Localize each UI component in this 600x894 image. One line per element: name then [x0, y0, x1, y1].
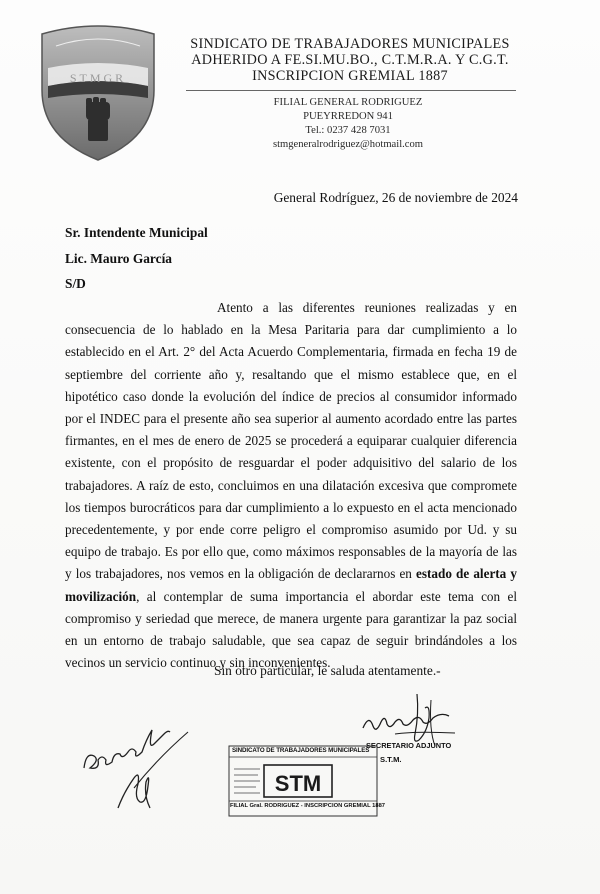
letterhead-divider: [186, 90, 516, 91]
union-name-line-3: INSCRIPCION GREMIAL 1887: [252, 68, 448, 84]
stamp-center-text: STM: [274, 771, 322, 796]
recipient-name: Lic. Mauro García: [65, 251, 172, 266]
body-text-part-1: Atento a las diferentes reuniones realizadas y en consecuencia de lo hablado en la Mesa Paritaria para dar cumplimiento a lo establecido en el Art. 2° del Acta Acuerdo Complementaria, firmada en fecha 19 de septiembre del corriente año y, resaltando que el mismo establece que, en el hipotético caso donde la evolución del índice de precios al consumidor informado por el INDEC para el presente año sea superior al aumento acordado entre las partes firmantes, en el mes de enero de 2025 se procederá a equiparar cualquier diferencia existente, con el propósito de resguardar el poder adquisitivo del salario de los trabajadores. A raíz de esto, concluimos en una dilatación excesiva que compromete los tiempos burocráticos para dar cumplimiento a lo expuesto en el acta mencionado precedentemente, y por ende corre peligro el compromiso asumido por Ud. y su equipo de trabajo. Es por ello que, como máximos responsables de la mayoría de las y los trabajadores, nos vemos en la obligación de declararnos en: [65, 300, 517, 582]
body-text-part-2: , al contemplar de suma importancia el abordar este tema con el compromiso y seriedad que merece, de manera urgente para garantizar la paz social en un entorno de trabajo saludable, que sea capaz de seguir brindándoles a los vecinos un servicio continuo y sin inconvenientes.: [65, 588, 517, 671]
union-name-line-2: ADHERIDO A FE.SI.MU.BO., C.T.M.R.A. Y C.G.T.: [191, 52, 509, 68]
signature-received: [78, 708, 196, 818]
signature-role: SECRETARIO ADJUNTO: [366, 741, 452, 750]
branch-email: stmgeneralrodriguez@hotmail.com: [272, 139, 424, 150]
stamp-top-text: SINDICATO DE TRABAJADORES MUNICIPALES: [232, 747, 370, 754]
branch-address: PUEYRREDON 941: [303, 111, 393, 122]
letter-closing: Sin otro particular, le saluda atentamente.-: [214, 663, 441, 678]
stamp-right-text: S.T.M.: [380, 755, 402, 764]
fist-icon: [86, 97, 110, 141]
letter-body: [65, 297, 517, 674]
branch-phone: Tel.: 0237 428 7031: [305, 125, 391, 136]
union-name-line-1: SINDICATO DE TRABAJADORES MUNICIPALES: [190, 36, 510, 52]
union-logo: [36, 20, 160, 162]
branch-info: [250, 96, 446, 152]
recipient-sd: S/D: [65, 276, 86, 291]
stamp-bottom-text: FILIAL Gral. RODRIGUEZ - INSCRIPCION GREMIAL 1887: [230, 803, 386, 809]
logo-text: STMGR: [69, 71, 127, 85]
branch-name: FILIAL GENERAL RODRIGUEZ: [273, 97, 423, 108]
letter-date: General Rodríguez, 26 de noviembre de 2024: [273, 190, 518, 205]
body-emphasis: estado de alerta y movilización: [65, 566, 517, 604]
union-name: [170, 36, 530, 84]
recipient-title: Sr. Intendente Municipal: [65, 225, 208, 240]
